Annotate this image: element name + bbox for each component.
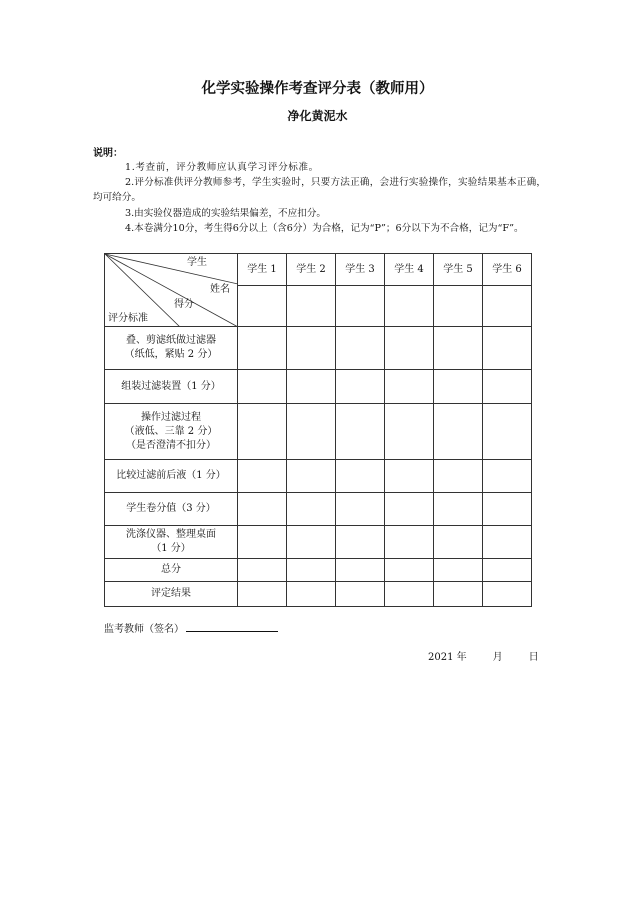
score-cell[interactable] — [434, 404, 483, 460]
criteria-cell — [105, 493, 238, 526]
criteria-line: 比较过滤前后液（1 分） — [116, 470, 226, 481]
score-cell[interactable] — [483, 327, 532, 370]
corner-label-student: 学生 — [187, 257, 207, 268]
score-cell[interactable] — [483, 404, 532, 460]
criteria-row — [105, 327, 532, 370]
criteria-line: 组装过滤装置（1 分） — [121, 380, 221, 392]
score-cell[interactable] — [336, 493, 385, 526]
criteria-line: （纸低，紧贴 2 分） — [124, 349, 218, 360]
score-cell[interactable] — [238, 286, 287, 327]
score-cell[interactable] — [385, 493, 434, 526]
corner-label-name: 姓名 — [210, 284, 230, 295]
criteria-line: （是否澄清不扣分） — [126, 439, 216, 451]
total-row — [105, 559, 532, 582]
score-cell[interactable] — [483, 370, 532, 404]
criteria-cell — [105, 526, 238, 559]
score-cell[interactable] — [385, 327, 434, 370]
criteria-cell — [105, 370, 238, 404]
criteria-line: 总分 — [161, 564, 181, 575]
note-item: 2.评分标准供评分教师参考，学生实验时，只要方法正确，会进行实验操作，实验结果基本正确，均可给分。 — [93, 177, 546, 204]
score-cell[interactable] — [238, 582, 287, 607]
score-cell[interactable] — [287, 327, 336, 370]
corner-label-criteria: 评分标准 — [108, 313, 148, 324]
note-item: 3.由实验仪器造成的实验结果偏差，不应扣分。 — [125, 207, 327, 219]
score-cell[interactable] — [287, 493, 336, 526]
score-cell[interactable] — [385, 526, 434, 559]
score-cell[interactable] — [483, 559, 532, 582]
date-year: 2021 年 — [428, 652, 467, 663]
score-cell[interactable] — [336, 286, 385, 327]
corner-label-score: 得分 — [174, 299, 194, 310]
score-cell[interactable] — [336, 559, 385, 582]
criteria-row — [105, 460, 532, 493]
score-cell[interactable] — [287, 582, 336, 607]
score-cell[interactable] — [385, 559, 434, 582]
score-cell[interactable] — [483, 526, 532, 559]
criteria-line: 学生卷分值（3 分） — [126, 503, 216, 514]
score-cell[interactable] — [434, 370, 483, 404]
criteria-cell — [105, 404, 238, 460]
criteria-cell — [105, 559, 238, 582]
score-cell[interactable] — [434, 460, 483, 493]
criteria-line: 评定结果 — [151, 588, 191, 599]
score-cell[interactable] — [434, 526, 483, 559]
criteria-line: （液低、三靠 2 分） — [124, 425, 218, 437]
signature-label: 监考教师（签名） — [104, 624, 184, 635]
score-cell[interactable] — [287, 460, 336, 493]
score-cell[interactable] — [287, 559, 336, 582]
notes-heading: 说明： — [93, 148, 123, 159]
page-subtitle: 净化黄泥水 — [287, 109, 348, 123]
score-cell[interactable] — [287, 526, 336, 559]
date-line — [428, 648, 543, 663]
student-header-5: 学生 5 — [434, 254, 483, 286]
score-cell[interactable] — [336, 460, 385, 493]
page-title: 化学实验操作考查评分表（教师用） — [201, 81, 434, 97]
score-cell[interactable] — [385, 370, 434, 404]
score-cell[interactable] — [287, 370, 336, 404]
date-day: 日 — [528, 652, 539, 663]
score-cell[interactable] — [434, 582, 483, 607]
note-item: 1.考查前，评分教师应认真学习评分标准。 — [125, 162, 319, 173]
criteria-line: 叠、剪滤纸做过滤器 — [126, 335, 216, 346]
score-cell[interactable] — [483, 460, 532, 493]
score-cell[interactable] — [483, 493, 532, 526]
note-item: 4.本卷满分10分，考生得6分以上（含6分）为合格，记为“P”；6分以下为不合格，记为“F”。 — [125, 222, 524, 234]
student-header-4: 学生 4 — [385, 254, 434, 286]
student-header-1: 学生 1 — [238, 254, 287, 286]
header-row — [105, 254, 532, 286]
score-cell[interactable] — [385, 404, 434, 460]
criteria-line: 洗涤仪器、整理桌面 — [126, 529, 216, 540]
criteria-line: （1 分） — [151, 543, 191, 554]
score-cell[interactable] — [238, 460, 287, 493]
student-header-6: 学生 6 — [483, 254, 532, 286]
score-cell[interactable] — [385, 582, 434, 607]
score-cell[interactable] — [434, 493, 483, 526]
score-cell[interactable] — [434, 286, 483, 327]
corner-header-cell — [105, 254, 238, 327]
student-header-3: 学生 3 — [336, 254, 385, 286]
criteria-row — [105, 493, 532, 526]
score-cell[interactable] — [336, 370, 385, 404]
score-cell[interactable] — [238, 526, 287, 559]
score-cell[interactable] — [238, 370, 287, 404]
score-cell[interactable] — [287, 286, 336, 327]
score-cell[interactable] — [385, 286, 434, 327]
score-cell[interactable] — [336, 526, 385, 559]
result-row — [105, 582, 532, 607]
criteria-cell — [105, 327, 238, 370]
criteria-cell — [105, 460, 238, 493]
student-header-2: 学生 2 — [287, 254, 336, 286]
score-cell[interactable] — [434, 327, 483, 370]
signature-blank[interactable] — [186, 621, 278, 632]
score-cell[interactable] — [336, 327, 385, 370]
score-cell[interactable] — [336, 582, 385, 607]
score-cell[interactable] — [385, 460, 434, 493]
signature-line — [104, 620, 278, 635]
score-cell[interactable] — [238, 559, 287, 582]
criteria-cell — [105, 582, 238, 607]
score-cell[interactable] — [483, 286, 532, 327]
criteria-row — [105, 404, 532, 460]
score-table — [104, 253, 532, 607]
notes — [93, 160, 546, 236]
score-cell[interactable] — [483, 582, 532, 607]
date-month: 月 — [492, 652, 503, 663]
criteria-row — [105, 526, 532, 559]
score-cell[interactable] — [238, 493, 287, 526]
criteria-row — [105, 370, 532, 404]
score-cell[interactable] — [336, 404, 385, 460]
score-cell[interactable] — [287, 404, 336, 460]
criteria-line: 操作过滤过程 — [141, 411, 201, 423]
score-cell[interactable] — [238, 327, 287, 370]
score-cell[interactable] — [434, 559, 483, 582]
score-cell[interactable] — [238, 404, 287, 460]
